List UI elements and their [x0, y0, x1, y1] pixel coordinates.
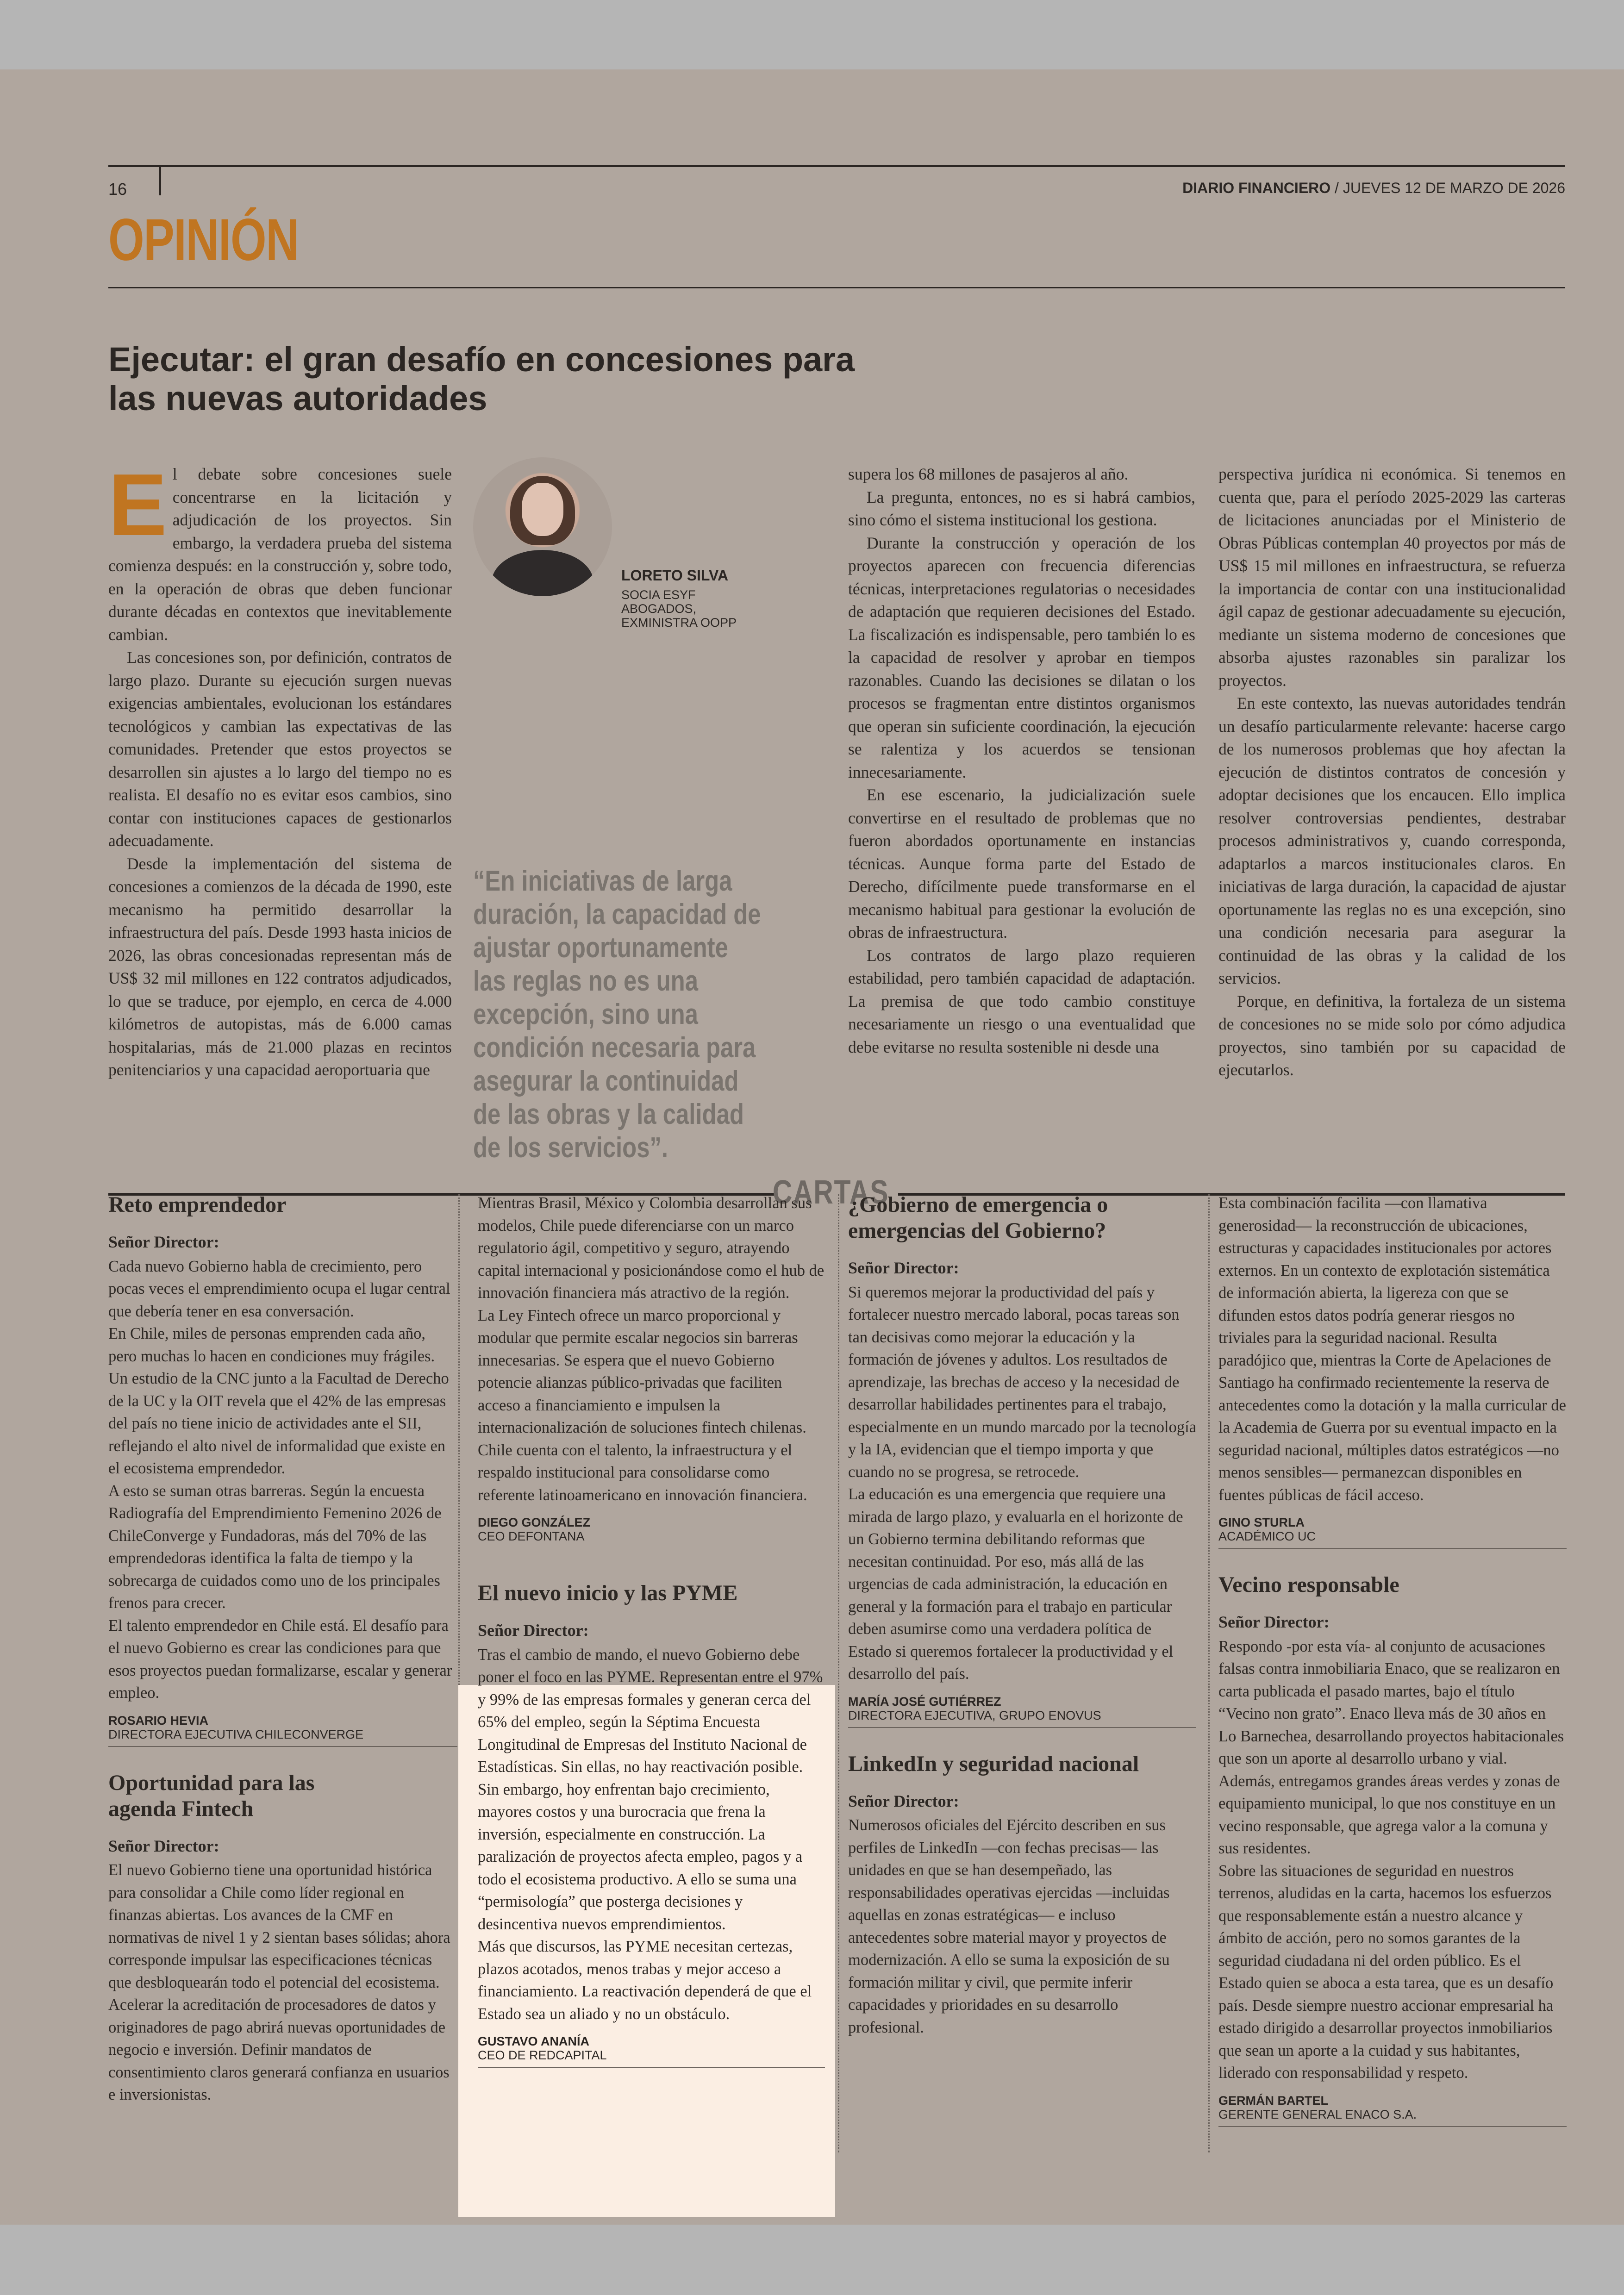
paragraph: perspectiva jurídica ni económica. Si tenemos en cuenta que, para el período 2025-2029 las carteras de licitaciones anunciadas por el Ministerio de Obras Públicas contemplan 40 proyectos por más de US$ 15 mil millones en infraestructura, se refuerza la importancia de contar con una institucionalidad ágil capaz de gestionar adecuadamente su ejecución, mediante un sistema moderno de concesiones que absorba ajustes razonables sin paralizar los proyectos. — [1218, 465, 1566, 690]
paragraph: l debate sobre concesiones suele concentrarse en la licitación y adjudicación de los proyectos. Sin embargo, la verdadera prueba del sistema comienza después: en la construcción y, sobre todo, en la operación de obras que deben funcionar durante décadas en contextos que inevitablemente cambian. — [108, 465, 452, 644]
author-name: LORETO SILVA — [621, 567, 729, 584]
article-headline: Ejecutar: el gran desafío en concesiones para las nuevas autoridades — [108, 340, 855, 418]
letter-paragraph: A esto se suman otras barreras. Según la encuesta Radiografía del Emprendimiento Femenino 2026 de ChileConverge y Fundadoras, más del 70% de las emprendedoras identifica la falta de tiempo y la sobrecarga de cuidados como uno de los principales frenos para crecer. — [108, 1482, 442, 1612]
letter-signature-role: CEO DE REDCAPITAL — [478, 2048, 607, 2062]
cartas-title: CARTAS — [772, 1174, 889, 1211]
paragraph: Porque, en definitiva, la fortaleza de un sistema de concesiones no se mide solo por cómo adjudica proyectos, sino también por su capacidad de ejecutarlos. — [1218, 992, 1566, 1079]
letter-rule — [478, 2067, 825, 2068]
publication-info — [1182, 180, 1565, 197]
paragraph: La pregunta, entonces, no es si habrá cambios, sino cómo el sistema institucional los gestiona. — [848, 487, 1195, 529]
letter-signature: GUSTAVO ANANÍA — [478, 2034, 589, 2048]
pull-quote: “En iniciativas de larga duración, la capacidad de ajustar oportunamente las reglas no es una excepción, sino una condición necesaria para asegurar la continuidad de las obras y la calidad de los servicios”. — [473, 865, 761, 1164]
letter-title: Vecino responsable — [1218, 1572, 1399, 1597]
top-rule — [108, 165, 1565, 167]
letter-title: LinkedIn y seguridad nacional — [848, 1751, 1139, 1776]
letter-paragraph: La educación es una emergencia que requiere una mirada de largo plazo, y evaluarla en el horizonte de un Gobierno termina debilitando reformas que necesitan continuidad. Por eso, más allá de las urgencias de cada administración, la educación en general y la formación para el trabajo en particular deben asumirse como una verdadera política de Estado si queremos fortalecer la productividad y el desarrollo del país. — [848, 1485, 1183, 1683]
column-divider — [1208, 1194, 1210, 2152]
letter-paragraph: Cada nuevo Gobierno habla de crecimiento, pero pocas veces el emprendimiento ocupa el lugar central que debería tener en esa conversación. — [108, 1257, 450, 1320]
letter-paragraph: Más que discursos, las PYME necesitan certezas, plazos acotados, menos trabas y mejor acceso a financiamiento. La reactivación dependerá de que el Estado sea un aliado y no un obstáculo. — [478, 1938, 812, 2023]
letter-title: ¿Gobierno de emergencia o emergencias del Gobierno? — [848, 1192, 1108, 1243]
section-title: OPINIÓN — [108, 207, 299, 273]
letter-rule — [108, 1746, 457, 1747]
letter-paragraph: Mientras Brasil, México y Colombia desarrollan sus modelos, Chile puede diferenciarse con un marco regulatorio ágil, competitivo y seguro, atrayendo capital internacional y posicionándose como el hub de innovación financiera más atractivo de la región. — [478, 1194, 824, 1302]
letter-salutation: Señor Director: — [108, 1836, 219, 1855]
author-face — [522, 483, 563, 536]
letter-paragraph: Tras el cambio de mando, el nuevo Gobierno debe poner el foco en las PYME. Representan entre el 97% y 99% de las empresas formales y generan cerca del 65% del empleo, según la Séptima Encuesta Longitudinal de Empresas del Instituto Nacional de Estadísticas. Sin ellas, no hay reactivación posible. Sin embargo, hoy enfrentan bajo crecimiento, mayores costos y una burocracia que frena la inversión, especialmente en construcción. La paralización de proyectos afecta empleo, pagos y a todo el ecosistema productivo. A ello se suma una “permisología” que posterga decisiones y desincentiva nuevos emprendimientos. — [478, 1646, 823, 1933]
publication-name: DIARIO FINANCIERO — [1182, 180, 1331, 196]
letter-rule — [1218, 1548, 1567, 1549]
publication-date: / JUEVES 12 DE MARZO DE 2026 — [1335, 180, 1565, 196]
letter-title: El nuevo inicio y las PYME — [478, 1581, 738, 1605]
letter-signature: GINO STURLA — [1218, 1515, 1305, 1529]
paragraph: supera los 68 millones de pasajeros al año. — [848, 465, 1129, 483]
page-number: 16 — [108, 180, 127, 199]
letter-paragraph: La Ley Fintech ofrece un marco proporcional y modular que permite escalar negocios sin barreras innecesarias. Se espera que el nuevo Gobierno potencie alianzas público-privadas que faciliten acceso a financiamiento e impulsen la internacionalización de soluciones fintech chilenas. Chile cuenta con el talento, la infraestructura y el respaldo institucional para consolidarse como referente latinoamericano en innovación financiera. — [478, 1306, 807, 1504]
letter-signature: MARÍA JOSÉ GUTIÉRREZ — [848, 1694, 1001, 1709]
paragraph: En ese escenario, la judicialización suele convertirse en el resultado de problemas que no fueron abordados oportunamente en instancias técnicas. Aunque forma parte del Estado de Derecho, difícilmente puede transformarse en el mecanismo habitual para gestionar la evolución de obras de infraestructura. — [848, 786, 1195, 942]
letter-signature-role: DIRECTORA EJECUTIVA CHILECONVERGE — [108, 1727, 364, 1741]
letter-signature-role: DIRECTORA EJECUTIVA, GRUPO ENOVUS — [848, 1708, 1101, 1722]
letters-column-2 — [478, 1192, 825, 2091]
dropcap: E — [108, 456, 167, 554]
letter-signature: GERMÁN BARTEL — [1218, 2093, 1328, 2108]
letter-paragraph: El talento emprendedor en Chile está. El desafío para el nuevo Gobierno es crear las condiciones para que esos proyectos puedan formalizarse, escalar y generar empleo. — [108, 1616, 452, 1702]
letter-signature-role: CEO DEFONTANA — [478, 1529, 585, 1543]
letter-paragraph: En Chile, miles de personas emprenden cada año, pero muchas lo hacen en condiciones muy frágiles. Un estudio de la CNC junto a la Facultad de Derecho de la UC y la OIT revela que el 42% de las empresas del país no tiene inicio de actividades ante el SII, reflejando el alto nivel de informalidad que existe en el ecosistema emprendedor. — [108, 1325, 449, 1477]
letter-paragraph: Esta combinación facilita —con llamativa generosidad— la reconstrucción de ubicaciones, estructuras y capacidades institucionales por actores externos. En un contexto de explotación sistemática de información abierta, la ligereza con que se difunden estos datos podría generar riesgos no triviales para la seguridad nacional. Resulta paradójico que, mientras la Corte de Apelaciones de Santiago ha confirmado recientemente la reserva de antecedentes como la dotación y la malla curricular de la Academia de Guerra por su eventual impacto en la seguridad nacional, múltiples datos estratégicos —no menos sensibles— permanezcan disponibles en fuentes públicas de fácil acceso. — [1218, 1194, 1566, 1504]
letter-title: Oportunidad para las agenda Fintech — [108, 1770, 315, 1821]
letter-salutation: Señor Director: — [848, 1259, 959, 1277]
paragraph: En este contexto, las nuevas autoridades tendrán un desafío particularmente relevante: hacerse cargo de los numerosos problemas que hoy afectan la ejecución de distintos contratos de concesión y adoptar decisiones que los encaucen. Ello implica resolver controversias pendientes, destrabar procesos administrativos y, cuando corresponda, adaptarlos a marcos institucionales claros. En iniciativas de larga duración, la capacidad de ajustar oportunamente las reglas no es una excepción, sino una condición necesaria para asegurar la continuidad de las obras y la calidad de los servicios. — [1218, 694, 1566, 987]
letter-title: Reto emprendedor — [108, 1192, 287, 1217]
header-separator — [159, 165, 161, 195]
letter-salutation: Señor Director: — [478, 1621, 589, 1640]
letter-paragraph: Si queremos mejorar la productividad del país y fortalecer nuestro mercado laboral, pocas tareas son tan decisivas como mejorar la educación y la formación de jóvenes y adultos. Los resultados de aprendizaje, las brechas de acceso y la necesidad de desarrollar habilidades pertinentes para el trabajo, especialmente en un mundo marcado por la tecnología y la IA, evidencian que el tiempo importa y que cuando no se progresa, se retrocede. — [848, 1283, 1197, 1481]
spacer — [478, 1543, 825, 1580]
letter-salutation: Señor Director: — [108, 1233, 219, 1251]
article-column-3 — [848, 463, 1195, 1059]
author-body — [492, 550, 593, 596]
letter-paragraph: Sobre las situaciones de seguridad en nuestros terrenos, aludidas en la carta, hacemos los esfuerzos que responsablemente están a nuestro alcance y ámbito de acción, pero no somos garantes de la seguridad ciudadana ni del orden público. Es el Estado quien se aboca a esta tarea, que es un desafío país. Desde siempre nuestro accionar empresarial ha estado dirigido a desarrollar proyectos inmobiliarios que sean un aporte a la cuidad y sus habitantes, liderado con responsabilidad y respeto. — [1218, 1862, 1554, 2082]
paragraph: Los contratos de largo plazo requieren estabilidad, pero también capacidad de adaptación. La premisa de que todo cambio constituye necesariamente un riesgo o una eventualidad que debe evitarse no resulta sostenible ni desde una — [848, 946, 1195, 1056]
article-column-1 — [108, 456, 452, 1082]
letter-signature: DIEGO GONZÁLEZ — [478, 1515, 590, 1529]
letter-rule — [1218, 2126, 1567, 2127]
letter-signature: ROSARIO HEVIA — [108, 1713, 209, 1727]
letter-paragraph: El nuevo Gobierno tiene una oportunidad histórica para consolidar a Chile como líder regional en finanzas abiertas. Los avances de la CMF en normativas de nivel 1 y 2 sientan bases sólidas; ahora corresponde impulsar las especificaciones técnicas que desbloquearán todo el potencial del ecosistema. Acelerar la acreditación de procesadores de datos y originadores de pago abrirá nuevas oportunidades de negocio e inversión. Definir mandatos de consentimiento claros generará confianza en usuarios e inversionistas. — [108, 1861, 450, 2103]
letters-column-1 — [108, 1192, 457, 2106]
author-role: SOCIA ESYF ABOGADOS, EXMINISTRA OOPP — [621, 588, 737, 630]
letter-signature-role: GERENTE GENERAL ENACO S.A. — [1218, 2107, 1417, 2121]
paragraph: Durante la construcción y operación de los proyectos aparecen con frecuencia diferencias técnicas, interpretaciones regulatorias o necesidades de adaptación que requieren decisiones del Estado. La fiscalización es indispensable, pero también lo es la capacidad de resolver y aprobar en tiempos razonables. Cuando las decisiones se dilatan o los procesos se fragmentan entre distintos organismos que operan sin suficiente coordinación, la ejecución se ralentiza y los acuerdos se tensionan innecesariamente. — [848, 533, 1195, 781]
column-divider — [838, 1194, 839, 2152]
letter-salutation: Señor Director: — [1218, 1613, 1330, 1631]
letter-signature-role: ACADÉMICO UC — [1218, 1529, 1316, 1543]
letter-paragraph: Numerosos oficiales del Ejército describen en sus perfiles de LinkedIn —con fechas precisas— las unidades en que se han desempeñado, las responsabilidades operativas ejercidas —incluidas aquellas en zonas estratégicas— e incluso antecedentes sobre material mayor y proyectos de modernización. A ello se suma la exposición de su formación militar y civil, que permite inferir capacidades y prioridades en su desarrollo profesional. — [848, 1816, 1170, 2036]
author-photo — [473, 457, 612, 596]
newspaper-page — [0, 69, 1624, 2225]
article-column-4 — [1218, 463, 1566, 1082]
letter-paragraph: Respondo -por esta vía- al conjunto de acusaciones falsas contra inmobiliaria Enaco, que se realizaron en carta publicada el pasado martes, bajo el título “Vecino non grato”. Enaco lleva más de 30 años en Lo Barnechea, desarrollando proyectos habitacionales que son un aporte al desarrollo urbano y vial. Además, entregamos grandes áreas verdes y zonas de equipamiento municipal, lo que nos constituye en un vecino responsable, que agrega valor a la comuna y sus residentes. — [1218, 1637, 1564, 1857]
letters-column-3 — [848, 1192, 1196, 2039]
letter-rule — [848, 1727, 1196, 1728]
letters-column-4 — [1218, 1192, 1567, 2150]
letter-salutation: Señor Director: — [848, 1791, 959, 1810]
paragraph: Desde la implementación del sistema de concesiones a comienzos de la década de 1990, este mecanismo ha permitido desarrollar la infraestructura del país. Desde 1993 hasta inicios de 2026, las obras concesionadas representan más de US$ 32 mil millones en 122 contratos adjudicados, lo que se traduce, por ejemplo, en cerca de 4.000 kilómetros de autopistas, más de 6.000 camas hospitalarias, más de 21.000 plazas en recintos penitenciarios y una capacidad aeroportuaria que — [108, 854, 452, 1079]
paragraph: Las concesiones son, por definición, contratos de largo plazo. Durante su ejecución surgen nuevas exigencias ambientales, evolucionan los estándares tecnológicos y cambian las expectativas de las comunidades. Pretender que estos proyectos se desarrollen sin ajustes a lo largo del tiempo no es realista. El desafío no es evitar esos cambios, sino contar con instituciones capaces de gestionarlos adecuadamente. — [108, 648, 452, 850]
section-rule — [108, 287, 1565, 288]
